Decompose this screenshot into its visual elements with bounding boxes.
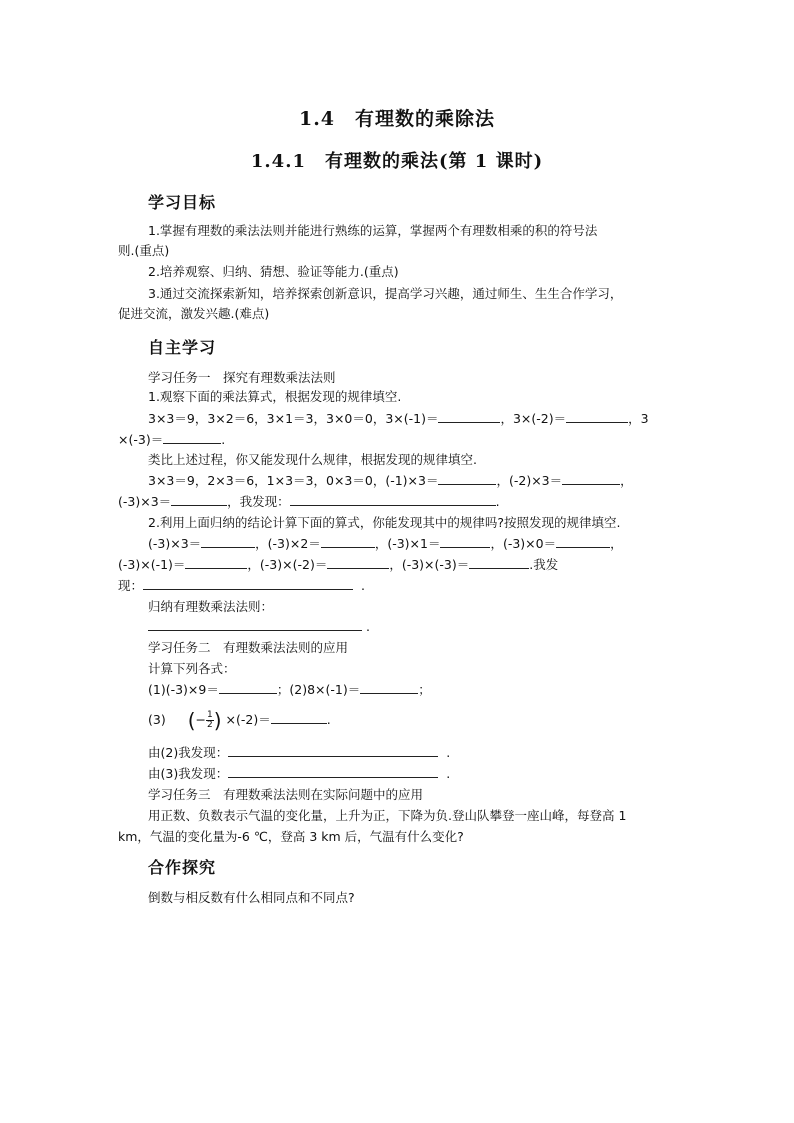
answer-blank[interactable] — [321, 535, 375, 548]
task3-problem-line-2: km，气温的变化量为-6 ℃，登高 3 km 后，气温有什么变化? — [118, 829, 464, 844]
page-title: 1.4 有理数的乘除法 — [298, 108, 496, 130]
task1-row-2: ×(-3)＝ . — [118, 432, 226, 447]
goal-2: 2.培养观察、归纳、猜想、验证等能力.(重点) — [148, 264, 399, 279]
answer-blank[interactable] — [327, 556, 389, 569]
task1-row-1: 3×3＝9，3×2＝6，3×1＝3，3×0＝0，3×(-1)＝ ，3×(-2)＝ ，3 — [148, 411, 649, 426]
task1-heading: 学习任务一 探究有理数乘法法则 — [148, 370, 336, 385]
task2-exercise-3: (3) (− $\frac{1}{2}$ ) ×(-2)＝ . — [148, 708, 331, 733]
coop-question: 倒数与相反数有什么相同点和不同点? — [148, 890, 355, 905]
task1-analogy: 类比上述过程，你又能发现什么规律，根据发现的规律填空. — [148, 452, 477, 467]
section-heading-cooperative: 合作探究 — [148, 858, 217, 877]
task1-question-1: 1.观察下面的乘法算式，根据发现的规律填空. — [148, 389, 402, 404]
fraction-one-half: $\frac{1}{2}$ — [206, 710, 213, 730]
page-subtitle: 1.4.1 有理数的乘法(第 1 课时) — [250, 151, 544, 172]
answer-blank[interactable] — [562, 472, 620, 485]
answer-blank[interactable] — [201, 535, 255, 548]
answer-blank[interactable] — [438, 472, 496, 485]
task1-row-3: 3×3＝9，2×3＝6，1×3＝3，0×3＝0，(-1)×3＝ ，(-2)×3＝ ， — [148, 473, 633, 488]
task1-row-7: 现： . — [118, 578, 365, 593]
answer-blank[interactable] — [360, 681, 418, 694]
answer-blank[interactable] — [271, 711, 327, 724]
answer-blank[interactable] — [469, 556, 529, 569]
goal-3-line-1: 3.通过交流探索新知，培养探索创新意识，提高学习兴趣，通过师生、生生合作学习， — [148, 286, 623, 301]
task2-exercises-1-2: (1)(-3)×9＝ ；(2)8×(-1)＝ ； — [148, 682, 431, 697]
section-heading-self-study: 自主学习 — [148, 338, 217, 357]
answer-blank[interactable] — [440, 535, 490, 548]
answer-blank[interactable] — [438, 410, 500, 423]
answer-blank[interactable] — [566, 410, 628, 423]
answer-blank[interactable] — [556, 535, 610, 548]
task1-row-5: (-3)×3＝ ，(-3)×2＝ ，(-3)×1＝ ，(-3)×0＝ ， — [148, 536, 623, 551]
task2-finding-3: 由(3)我发现： . — [148, 766, 451, 781]
task1-question-2: 2.利用上面归纳的结论计算下面的算式，你能发现其中的规律吗?按照发现的规律填空. — [148, 515, 621, 530]
answer-blank[interactable] — [228, 744, 438, 757]
answer-blank[interactable] — [290, 493, 496, 506]
answer-blank[interactable] — [228, 765, 438, 778]
goal-1-line-2: 则.(重点) — [118, 243, 170, 258]
answer-blank[interactable] — [219, 681, 277, 694]
section-heading-goals: 学习目标 — [148, 193, 217, 212]
answer-blank[interactable] — [143, 577, 353, 590]
answer-blank[interactable] — [185, 556, 247, 569]
task2-heading: 学习任务二 有理数乘法法则的应用 — [148, 640, 349, 655]
task1-row-4: (-3)×3＝ ，我发现： . — [118, 494, 500, 509]
answer-blank[interactable] — [163, 431, 221, 444]
task3-problem-line-1: 用正数、负数表示气温的变化量，上升为正，下降为负.登山队攀登一座山峰，每登高 1 — [148, 808, 627, 823]
task1-row-6: (-3)×(-1)＝ ，(-3)×(-2)＝ ，(-3)×(-3)＝ .我发 — [118, 557, 559, 572]
task2-finding-2: 由(2)我发现： . — [148, 745, 451, 760]
goal-1-line-1: 1.掌握有理数的乘法法则并能进行熟练的运算，掌握两个有理数相乘的积的符号法 — [148, 223, 598, 238]
task3-heading: 学习任务三 有理数乘法法则在实际问题中的应用 — [148, 787, 424, 802]
task1-summary: 归纳有理数乘法法则： — [148, 599, 274, 614]
goal-3-line-2: 促进交流，激发兴趣.(难点) — [118, 306, 270, 321]
answer-blank[interactable] — [148, 618, 362, 631]
task2-calc-prompt: 计算下列各式： — [148, 661, 236, 676]
answer-blank[interactable] — [171, 493, 227, 506]
task1-summary-blank-row: . — [118, 617, 682, 637]
